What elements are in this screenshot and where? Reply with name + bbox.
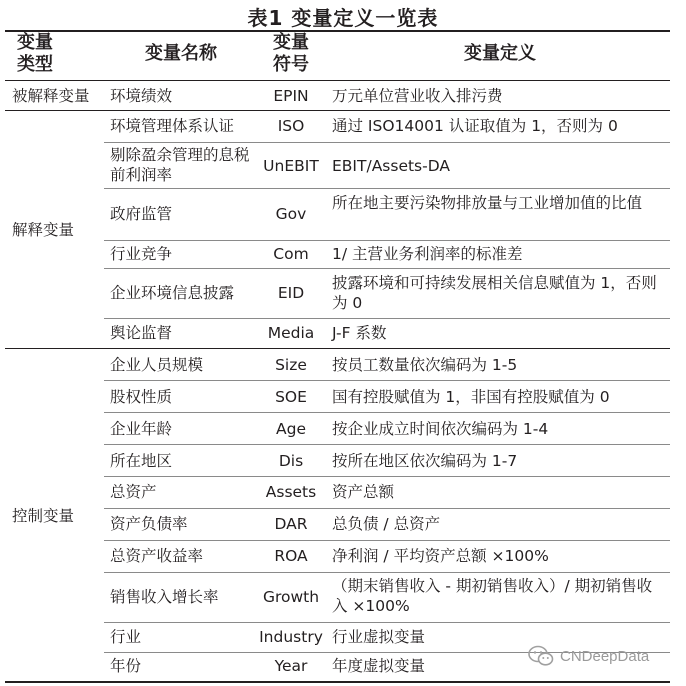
row-separator xyxy=(104,318,670,319)
row-name: 政府监管 xyxy=(110,205,173,223)
row-separator xyxy=(104,240,670,241)
row-name: 年份 xyxy=(110,657,142,675)
row-definition: 万元单位营业收入排污费 xyxy=(332,87,503,105)
group-rule-2 xyxy=(5,348,670,349)
row-definition: （期末销售收入 - 期初销售收入）/ 期初销售收入 ×100% xyxy=(332,577,653,615)
row-separator xyxy=(104,508,670,509)
row-separator xyxy=(104,268,670,269)
row-definition: 国有控股赋值为 1，非国有控股赋值为 0 xyxy=(332,388,610,406)
row-symbol: Com xyxy=(273,245,309,263)
row-symbol: Dis xyxy=(278,452,304,470)
row-name: 企业人员规模 xyxy=(110,356,204,374)
row-separator xyxy=(104,412,670,413)
row-definition: EBIT/Assets-DA xyxy=(332,157,450,175)
row-separator xyxy=(104,540,670,541)
header-name: 变量名称 xyxy=(145,43,217,64)
row-definition: 1/ 主营业务利润率的标准差 xyxy=(332,245,523,263)
row-definition: 通过 ISO14001 认证取值为 1，否则为 0 xyxy=(332,117,618,135)
group-control: 控制变量 xyxy=(12,507,75,525)
row-symbol: Gov xyxy=(275,205,307,223)
row-name: 行业 xyxy=(110,628,142,646)
row-symbol: EID xyxy=(277,284,305,302)
row-definition: 行业虚拟变量 xyxy=(332,628,426,646)
row-definition: 披露环境和可持续发展相关信息赋值为 1，否则为 0 xyxy=(332,274,657,312)
row-separator xyxy=(104,188,670,189)
header-symbol xyxy=(260,32,322,76)
row-name: 股权性质 xyxy=(110,388,173,406)
row-name: 环境绩效 xyxy=(110,87,173,105)
row-symbol: Industry xyxy=(259,628,323,646)
row-symbol: Growth xyxy=(262,588,320,606)
row-name: 环境管理体系认证 xyxy=(110,117,235,135)
row-symbol: Assets xyxy=(265,483,317,501)
row-symbol: Size xyxy=(275,356,307,374)
bottom-rule xyxy=(5,681,670,683)
row-definition: 按员工数量依次编码为 1-5 xyxy=(332,356,518,374)
row-symbol: Age xyxy=(276,420,306,438)
top-rule xyxy=(5,30,670,32)
row-symbol: SOE xyxy=(275,388,307,406)
row-symbol: UnEBIT xyxy=(263,157,319,175)
table-title: 表1 变量定义一览表 xyxy=(247,6,439,30)
row-separator xyxy=(104,622,670,623)
row-symbol: DAR xyxy=(274,515,308,533)
row-name: 所在地区 xyxy=(110,452,173,470)
watermark xyxy=(528,643,649,669)
row-symbol: ROA xyxy=(274,547,308,565)
row-name: 企业环境信息披露 xyxy=(110,284,235,302)
row-symbol: ISO xyxy=(277,117,305,135)
row-separator xyxy=(104,380,670,381)
row-definition: 按企业成立时间依次编码为 1-4 xyxy=(332,420,549,438)
header-symbol-line2: 符号 xyxy=(273,54,309,75)
group-explanatory: 解释变量 xyxy=(12,221,75,239)
row-name: 行业竞争 xyxy=(110,245,173,263)
row-definition: 净利润 / 平均资产总额 ×100% xyxy=(332,547,549,565)
group-rule-1 xyxy=(5,110,670,111)
row-symbol: Media xyxy=(267,324,315,342)
row-name: 舆论监督 xyxy=(110,324,173,342)
row-name: 销售收入增长率 xyxy=(110,588,219,606)
row-definition: J-F 系数 xyxy=(332,324,387,342)
header-definition: 变量定义 xyxy=(464,43,536,64)
group-dependent: 被解释变量 xyxy=(12,87,90,105)
header-symbol-line1: 变量 xyxy=(273,32,309,53)
row-name: 资产负债率 xyxy=(110,515,188,533)
row-name: 企业年龄 xyxy=(110,420,173,438)
row-name: 总资产 xyxy=(110,483,157,501)
header-type xyxy=(5,32,65,76)
row-separator xyxy=(104,444,670,445)
row-definition: 所在地主要污染物排放量与工业增加值的比值 xyxy=(332,194,643,212)
row-definition: 资产总额 xyxy=(332,483,395,501)
row-definition: 按所在地区依次编码为 1-7 xyxy=(332,452,518,470)
row-separator xyxy=(104,142,670,143)
wechat-icon xyxy=(528,645,554,667)
row-definition: 年度虚拟变量 xyxy=(332,657,426,675)
row-separator xyxy=(104,476,670,477)
watermark-text: CNDeepData xyxy=(560,647,650,665)
header-type-line2: 类型 xyxy=(17,54,53,75)
row-symbol: Year xyxy=(274,657,308,675)
row-separator xyxy=(104,572,670,573)
header-rule xyxy=(5,80,670,81)
row-name: 总资产收益率 xyxy=(110,547,204,565)
header-type-line1: 变量 xyxy=(17,32,53,53)
row-symbol: EPIN xyxy=(273,87,309,105)
row-name: 剔除盈余管理的息税前利润率 xyxy=(110,146,250,184)
row-definition: 总负债 / 总资产 xyxy=(332,515,441,533)
